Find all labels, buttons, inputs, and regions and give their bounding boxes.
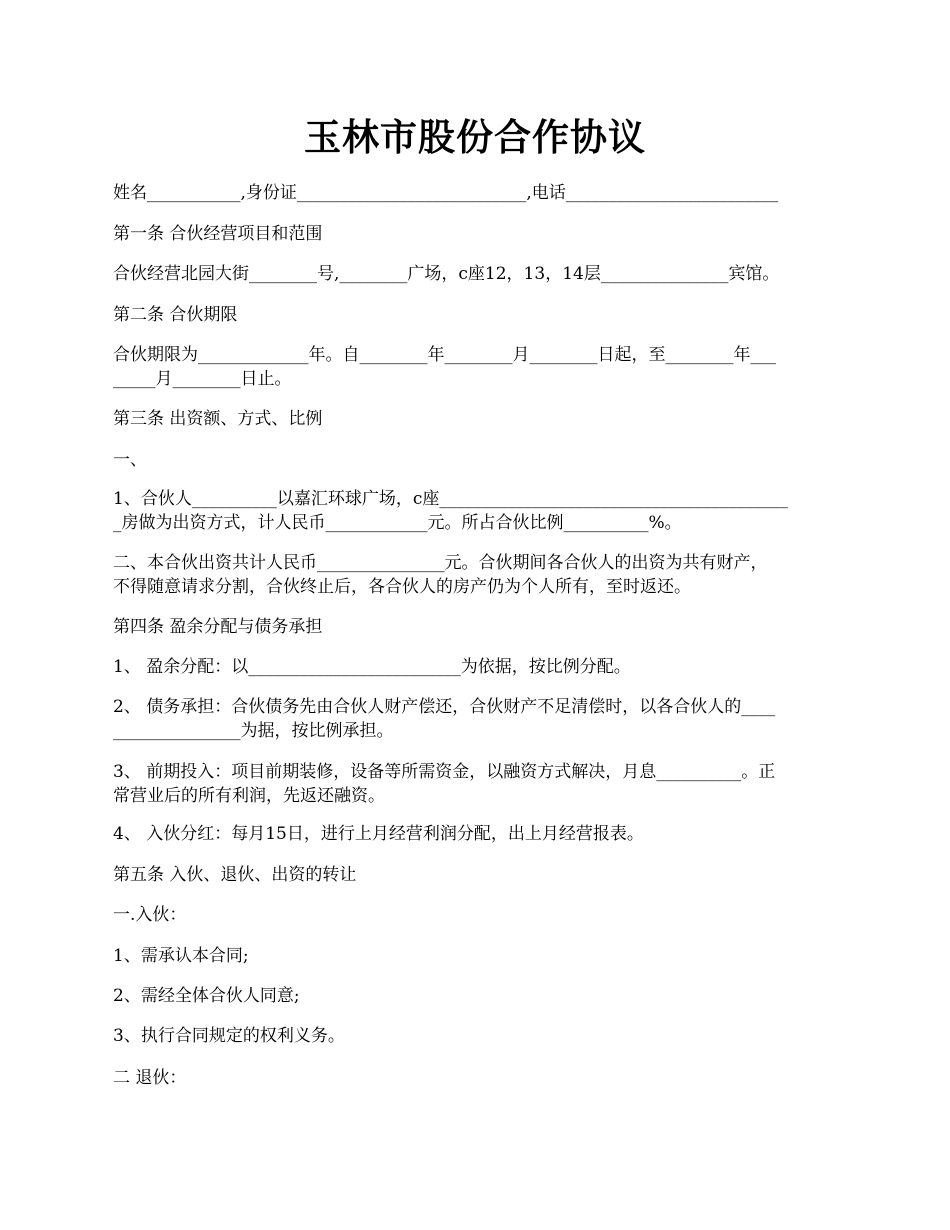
article-4-heading: 第四条 盈余分配与债务承担 (113, 617, 323, 637)
article-5-section-1-heading: 一.入伙： (113, 905, 187, 925)
article-4-item-2-line-1: 2、 债务承担：合伙债务先由合伙人财产偿还，合伙财产不足清偿时，以各合伙人的____ (113, 697, 776, 717)
article-2-heading: 第二条 合伙期限 (113, 305, 238, 325)
article-5-section-2-heading: 二 退伙： (113, 1068, 187, 1088)
article-4-item-2-line-2: _______________为据，按比例承担。 (113, 721, 394, 741)
article-3-heading: 第三条 出资额、方式、比例 (113, 409, 323, 429)
article-4-item-3-line-1: 3、 前期投入：项目前期装修，设备等所需资金，以融资方式解决，月息__________。正 (113, 762, 776, 782)
article-1-content: 合伙经营北园大街________号,________广场，c座12，13，14层_______________宾馆。 (113, 264, 780, 284)
article-2-content-line-2: _____月________日止。 (113, 369, 292, 389)
article-3-section-2-line-1: 二、本合伙出资共计人民币_______________元。合伙期间各合伙人的出资为共有财产， (113, 553, 768, 573)
article-5-section-1-item-3: 3、执行合同规定的权利义务。 (113, 1026, 345, 1046)
party-info-line: 姓名___________,身份证___________________________,电话_________________________ (113, 183, 779, 203)
article-1-heading: 第一条 合伙经营项目和范围 (113, 224, 323, 244)
article-5-section-1-item-1: 1、需承认本合同; (113, 946, 249, 966)
article-3-item-1-line-2: _房做为出资方式，计人民币____________元。所占合伙比例__________%。 (113, 513, 682, 533)
article-4-item-4: 4、 入伙分红：每月15日，进行上月经营利润分配，出上月经营报表。 (113, 824, 644, 844)
article-3-section-1-heading: 一、 (113, 450, 147, 470)
article-3-section-2-line-2: 不得随意请求分割，合伙终止后，各合伙人的房产仍为个人所有，至时返还。 (113, 577, 691, 597)
article-3-item-1-line-1: 1、合伙人__________以嘉汇环球广场，c座_________________________________________ (113, 489, 788, 509)
article-5-section-1-item-2: 2、需经全体合伙人同意; (113, 986, 300, 1006)
article-5-heading: 第五条 入伙、退伙、出资的转让 (113, 865, 357, 885)
article-4-item-3-line-2: 常营业后的所有利润，先返还融资。 (113, 786, 385, 806)
article-2-content-line-1: 合伙期限为_____________年。自________年________月________日起，至________年___ (113, 345, 776, 365)
document-title: 玉林市股份合作协议 (304, 115, 646, 159)
article-4-item-1: 1、 盈余分配：以_________________________为依据，按比例分配。 (113, 657, 631, 677)
